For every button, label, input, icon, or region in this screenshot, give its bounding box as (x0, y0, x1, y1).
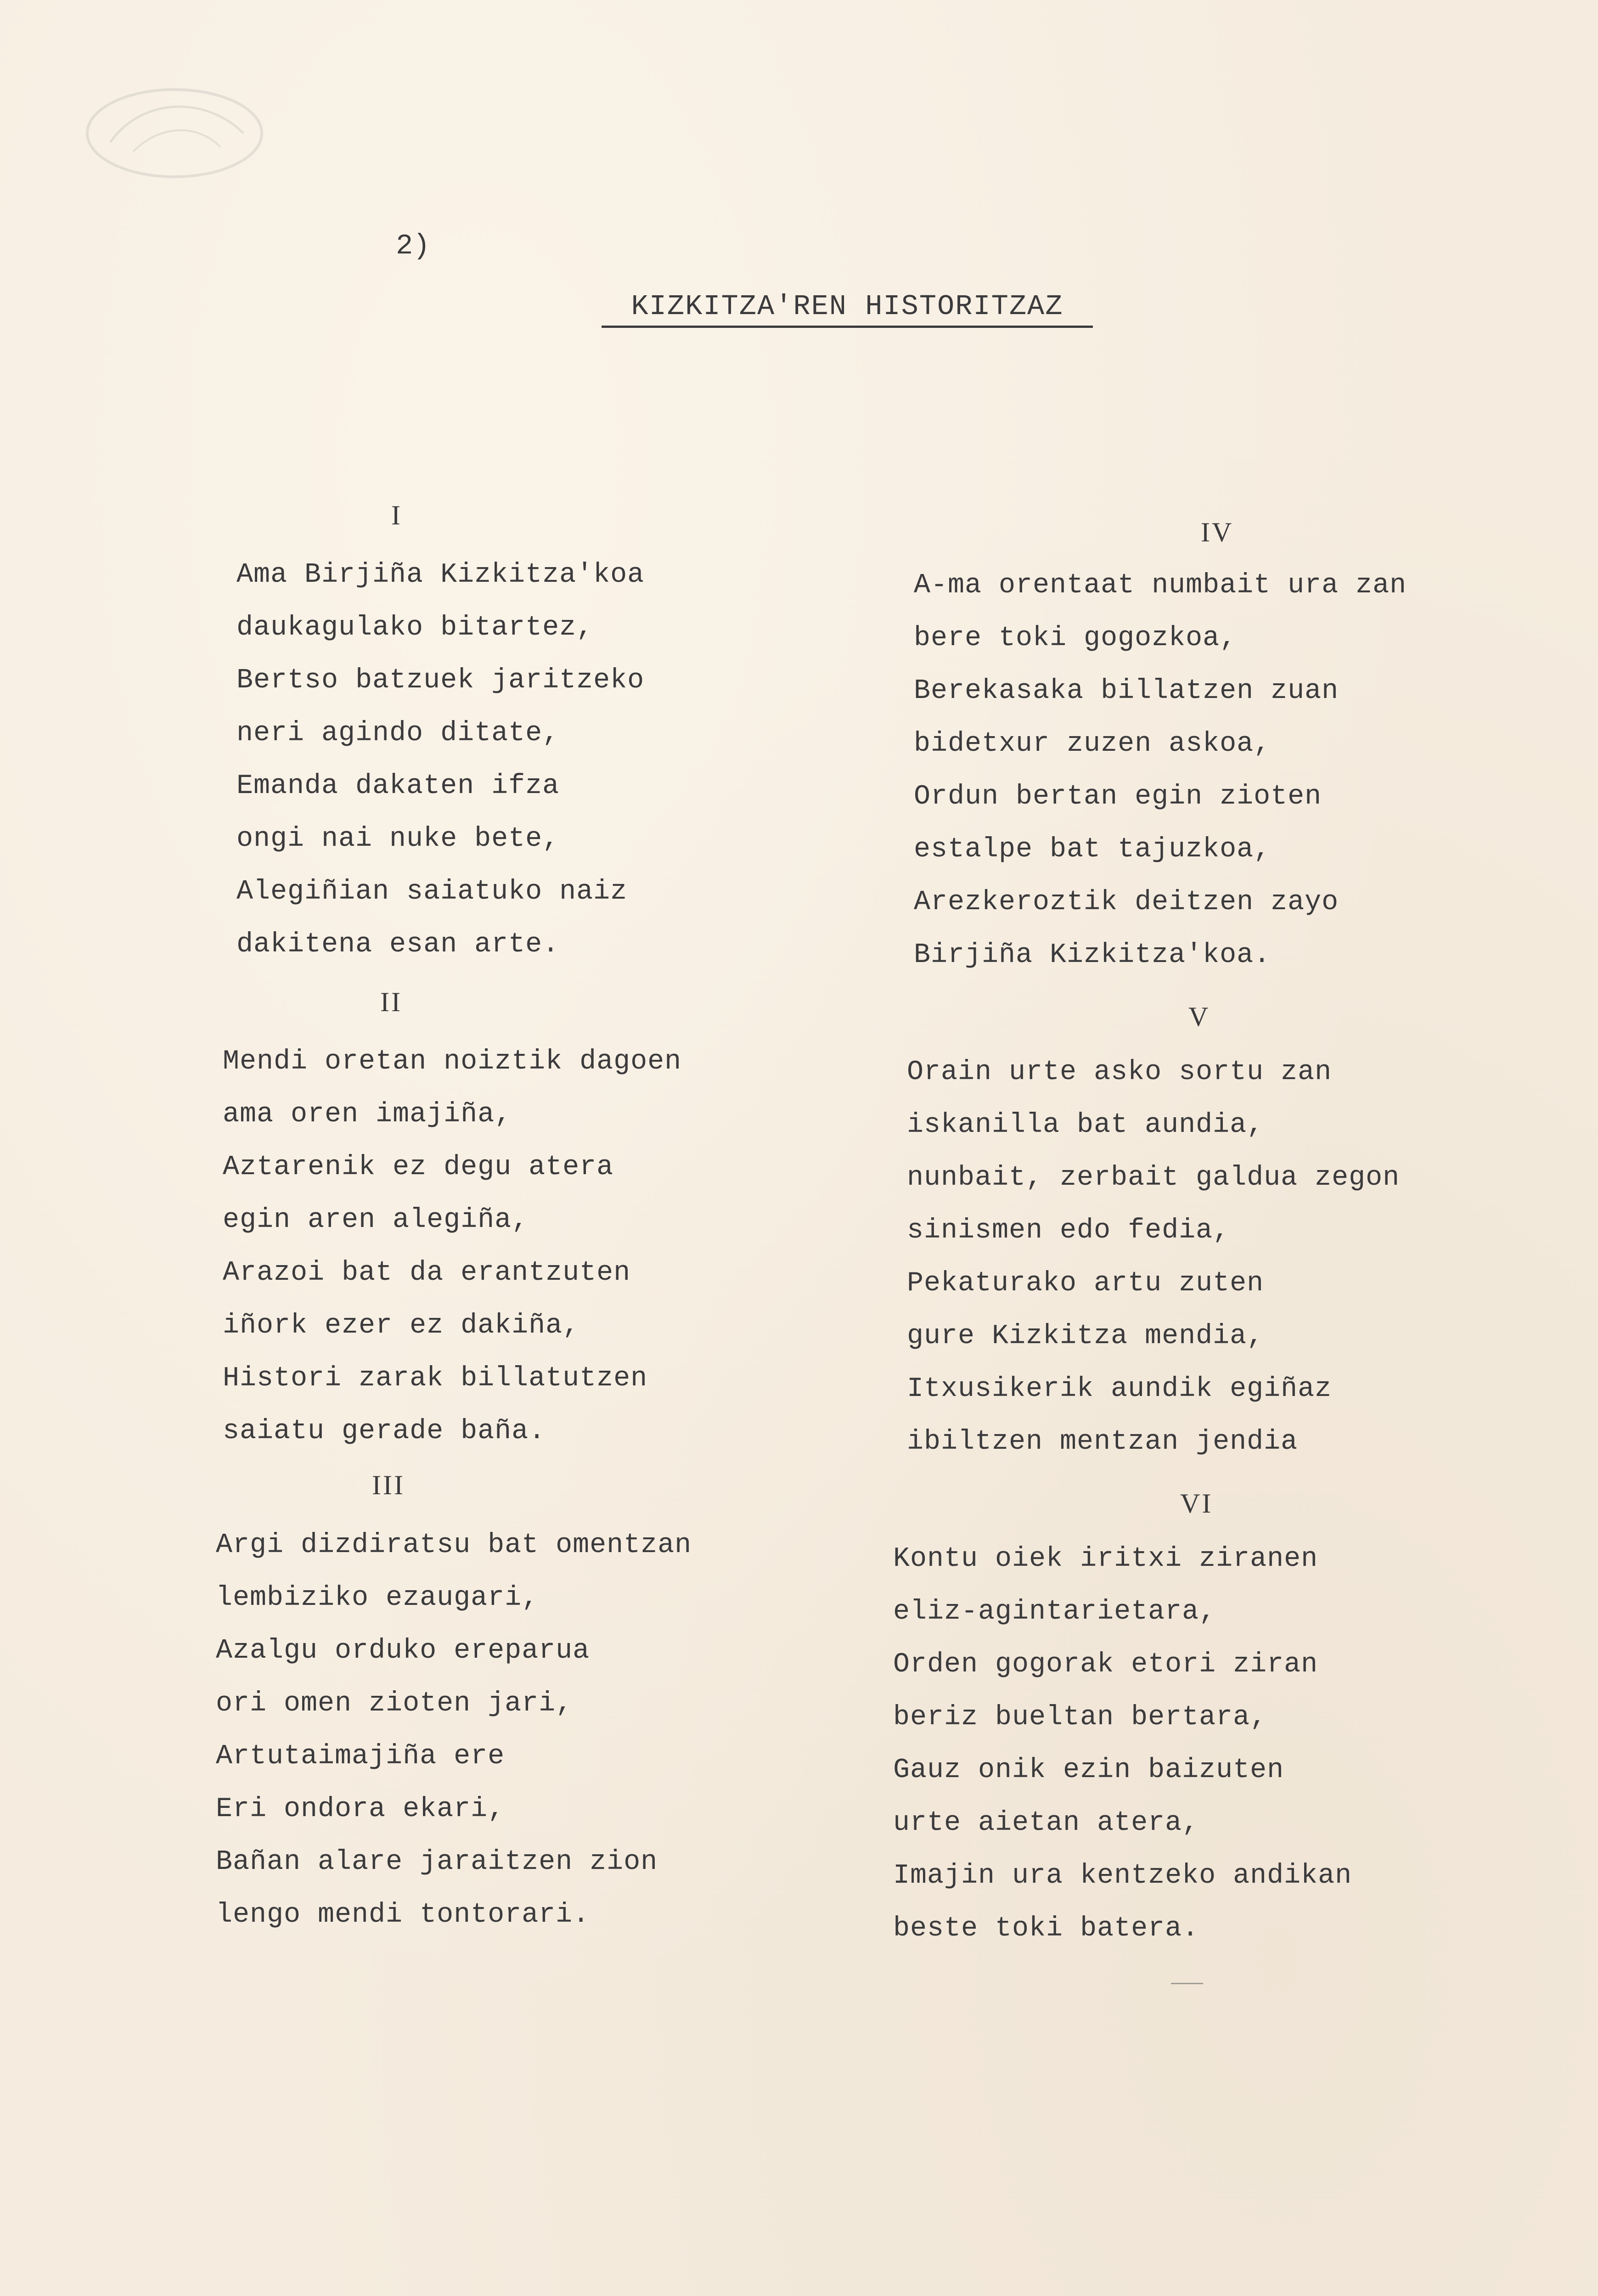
verse-line: egin aren alegiña, (223, 1204, 529, 1236)
verse-line: Eri ondora ekari, (216, 1794, 505, 1825)
verse-line: Imajin ura kentzeko andikan (893, 1860, 1352, 1891)
verse-line: sinismen edo fedia, (907, 1215, 1230, 1246)
stanza-number: VI (1180, 1488, 1213, 1519)
verse-line: Arazoi bat da erantzuten (223, 1257, 631, 1289)
stanza-6 (893, 1533, 1481, 1955)
verse-line: Azalgu orduko ereparua (216, 1635, 590, 1666)
stanza-1 (236, 549, 824, 971)
stanza-3 (216, 1519, 804, 1941)
verse-line: Kontu oiek iritxi ziranen (893, 1543, 1318, 1575)
verse-line: dakitena esan arte. (236, 929, 560, 960)
verse-line: neri agindo ditate, (236, 718, 560, 749)
archive-stamp (69, 55, 326, 312)
verse-line: beste toki batera. (893, 1913, 1199, 1944)
stanza-number: II (380, 987, 402, 1017)
verse-line: Pekaturako artu zuten (907, 1268, 1264, 1299)
verse-line: eliz-agintarietara, (893, 1596, 1216, 1627)
verse-line: Arezkeroztik deitzen zayo (914, 887, 1339, 918)
verse-line: beriz bueltan bertara, (893, 1702, 1267, 1733)
verse-line: ori omen zioten jari, (216, 1688, 573, 1719)
verse-line: Birjiña Kizkitza'koa. (914, 940, 1271, 971)
verse-line: iskanilla bat aundia, (907, 1109, 1264, 1141)
stanza-number: V (1188, 1002, 1210, 1032)
verse-line: Orain urte asko sortu zan (907, 1057, 1332, 1088)
verse-line: nunbait, zerbait galdua zegon (907, 1162, 1400, 1193)
verse-line: lembiziko ezaugari, (216, 1582, 539, 1614)
verse-line: estalpe bat tajuzkoa, (914, 834, 1271, 865)
verse-line: Artutaimajiña ere (216, 1741, 505, 1772)
verse-line: Bañan alare jaraitzen zion (216, 1846, 658, 1878)
verse-line: Gauz onik ezin baizuten (893, 1755, 1284, 1786)
stanza-5 (907, 1046, 1495, 1469)
verse-line: Emanda dakaten ifza (236, 771, 560, 802)
verse-line: A-ma orentaat numbait ura zan (914, 570, 1407, 601)
stanza-number: IV (1201, 517, 1234, 547)
verse-line: gure Kizkitza mendia, (907, 1321, 1264, 1352)
verse-line: lengo mendi tontorari. (216, 1899, 590, 1930)
page-number: 2) (396, 230, 430, 262)
verse-line: ama oren imajiña, (223, 1099, 512, 1130)
verse-line: saiatu gerade baña. (223, 1416, 546, 1447)
verse-line: Ama Birjiña Kizkitza'koa (236, 559, 645, 591)
verse-line: iñork ezer ez dakiña, (223, 1310, 580, 1341)
stanza-number: III (372, 1470, 405, 1500)
verse-line: ibiltzen mentzan jendia (907, 1426, 1298, 1458)
verse-line: Aztarenik ez degu atera (223, 1152, 614, 1183)
stanza-4 (914, 559, 1502, 982)
verse-line: daukagulako bitartez, (236, 612, 594, 643)
end-mark (1171, 1983, 1203, 1984)
verse-line: urte aietan atera, (893, 1807, 1199, 1839)
verse-line: Berekasaka billatzen zuan (914, 675, 1339, 707)
verse-line: bidetxur zuzen askoa, (914, 728, 1271, 760)
verse-line: bere toki gogozkoa, (914, 623, 1237, 654)
verse-line: Bertso batzuek jaritzeko (236, 665, 645, 696)
verse-line: Orden gogorak etori ziran (893, 1649, 1318, 1680)
verse-line: Itxusikerik aundik egiñaz (907, 1373, 1332, 1405)
verse-line: Histori zarak billatutzen (223, 1363, 648, 1394)
verse-line: ongi nai nuke bete, (236, 823, 560, 855)
verse-line: Ordun bertan egin zioten (914, 781, 1322, 812)
verse-line: Mendi oretan noiztik dagoen (223, 1046, 682, 1077)
verse-line: Alegiñian saiatuko naiz (236, 876, 628, 907)
stanza-number: I (391, 500, 402, 530)
verse-line: Argi dizdiratsu bat omentzan (216, 1530, 692, 1561)
stanza-2 (223, 1035, 810, 1458)
page-title: KIZKITZA'REN HISTORITZAZ (602, 290, 1093, 328)
